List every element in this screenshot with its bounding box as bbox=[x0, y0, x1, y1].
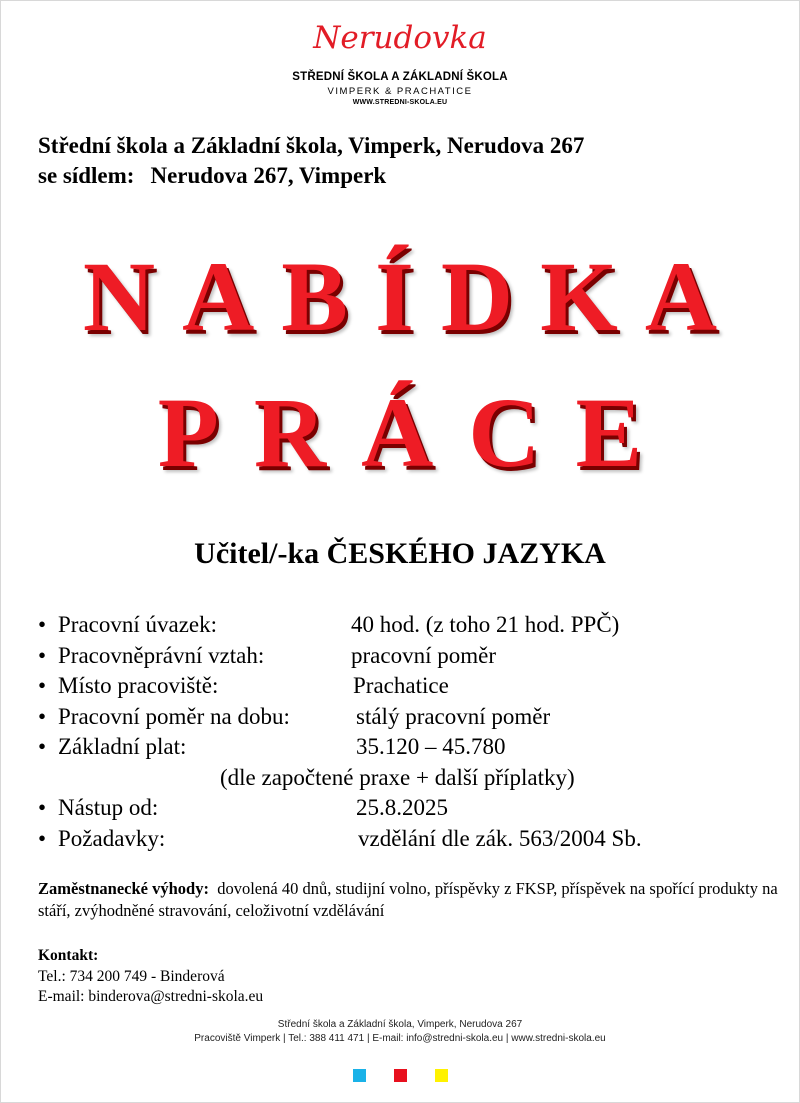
contact-title: Kontakt: bbox=[38, 947, 99, 964]
bullet: • bbox=[38, 734, 47, 759]
detail-value: pracovní poměr bbox=[351, 642, 496, 668]
detail-row-place bbox=[38, 671, 778, 702]
employer-seat bbox=[38, 161, 584, 191]
yellow-square bbox=[435, 1069, 448, 1082]
job-details-list bbox=[38, 610, 778, 854]
logo-wordmark: Nerudovka bbox=[313, 20, 487, 56]
benefits-label: Zaměstnanecké výhody: bbox=[38, 879, 209, 898]
bullet: • bbox=[38, 642, 47, 668]
detail-value: 35.120 – 45.780 bbox=[356, 734, 506, 759]
bullet: • bbox=[38, 703, 47, 729]
bullet: • bbox=[38, 612, 47, 637]
benefits-text: dovolená 40 dnů, studijní volno, příspěvky z FKSP, příspěvek na spořící produkty na stáří, zvýhodněné stravování, celoživotní vzdělávání bbox=[38, 879, 778, 920]
school-logo bbox=[0, 18, 800, 108]
contact-phone: Tel.: 734 200 749 - Binderová bbox=[38, 967, 225, 985]
detail-label: Pracovní poměr na dobu: bbox=[58, 703, 290, 729]
contact-email: E-mail: binderova@stredni-skola.eu bbox=[38, 988, 264, 1005]
detail-row-workload bbox=[38, 610, 778, 641]
detail-label: Nástup od: bbox=[58, 795, 159, 820]
bullet: • bbox=[38, 795, 47, 820]
logo-school-name: STŘEDNÍ ŠKOLA A ZÁKLADNÍ ŠKOLA bbox=[292, 71, 508, 83]
detail-label: Základní plat: bbox=[58, 734, 187, 759]
bullet: • bbox=[38, 673, 47, 698]
employer-name: Střední škola a Základní škola, Vimperk, Nerudova 267 bbox=[38, 133, 585, 158]
detail-row-requirements bbox=[38, 824, 778, 855]
detail-row-salary bbox=[38, 732, 778, 763]
detail-label: Požadavky: bbox=[58, 825, 166, 851]
contact-block bbox=[38, 946, 263, 1008]
color-squares bbox=[0, 1069, 800, 1087]
headline-offer: NABÍDKA bbox=[82, 241, 745, 352]
employee-benefits bbox=[38, 878, 778, 922]
seat-value: Nerudova 267, Vimperk bbox=[150, 163, 387, 188]
detail-value: stálý pracovní poměr bbox=[356, 703, 551, 729]
footer-school: Střední škola a Základní škola, Vimperk, Nerudova 267 bbox=[277, 1019, 523, 1030]
bullet: • bbox=[38, 825, 47, 851]
footer-contacts: Pracoviště Vimperk | Tel.: 388 411 471 | E-mail: info@stredni-skola.eu | www.stredni-skola.eu bbox=[194, 1033, 606, 1044]
detail-value: 40 hod. (z toho 21 hod. PPČ) bbox=[351, 612, 620, 637]
logo-website: WWW.STREDNI-SKOLA.EU bbox=[352, 99, 448, 106]
job-title: Učitel/-ka ČESKÉHO JAZYKA bbox=[194, 537, 606, 570]
employer-header bbox=[38, 131, 584, 191]
detail-label: Místo pracoviště: bbox=[58, 673, 219, 698]
headline-job: PRÁCE bbox=[157, 377, 678, 488]
detail-label: Pracovní úvazek: bbox=[58, 612, 218, 637]
detail-value: 25.8.2025 bbox=[356, 795, 448, 820]
detail-row-duration bbox=[38, 702, 778, 733]
red-square bbox=[394, 1069, 407, 1082]
detail-value: Prachatice bbox=[353, 673, 449, 698]
detail-value: vzdělání dle zák. 563/2004 Sb. bbox=[358, 825, 642, 851]
salary-note: (dle započtené praxe + další příplatky) bbox=[220, 764, 575, 790]
detail-label: Pracovněprávní vztah: bbox=[58, 642, 265, 668]
cyan-square bbox=[353, 1069, 366, 1082]
logo-city: VIMPERK & PRACHATICE bbox=[327, 86, 473, 97]
detail-row-relation bbox=[38, 641, 778, 672]
seat-label: se sídlem: bbox=[38, 163, 135, 188]
detail-row-start bbox=[38, 793, 778, 824]
page-footer bbox=[0, 1018, 800, 1046]
